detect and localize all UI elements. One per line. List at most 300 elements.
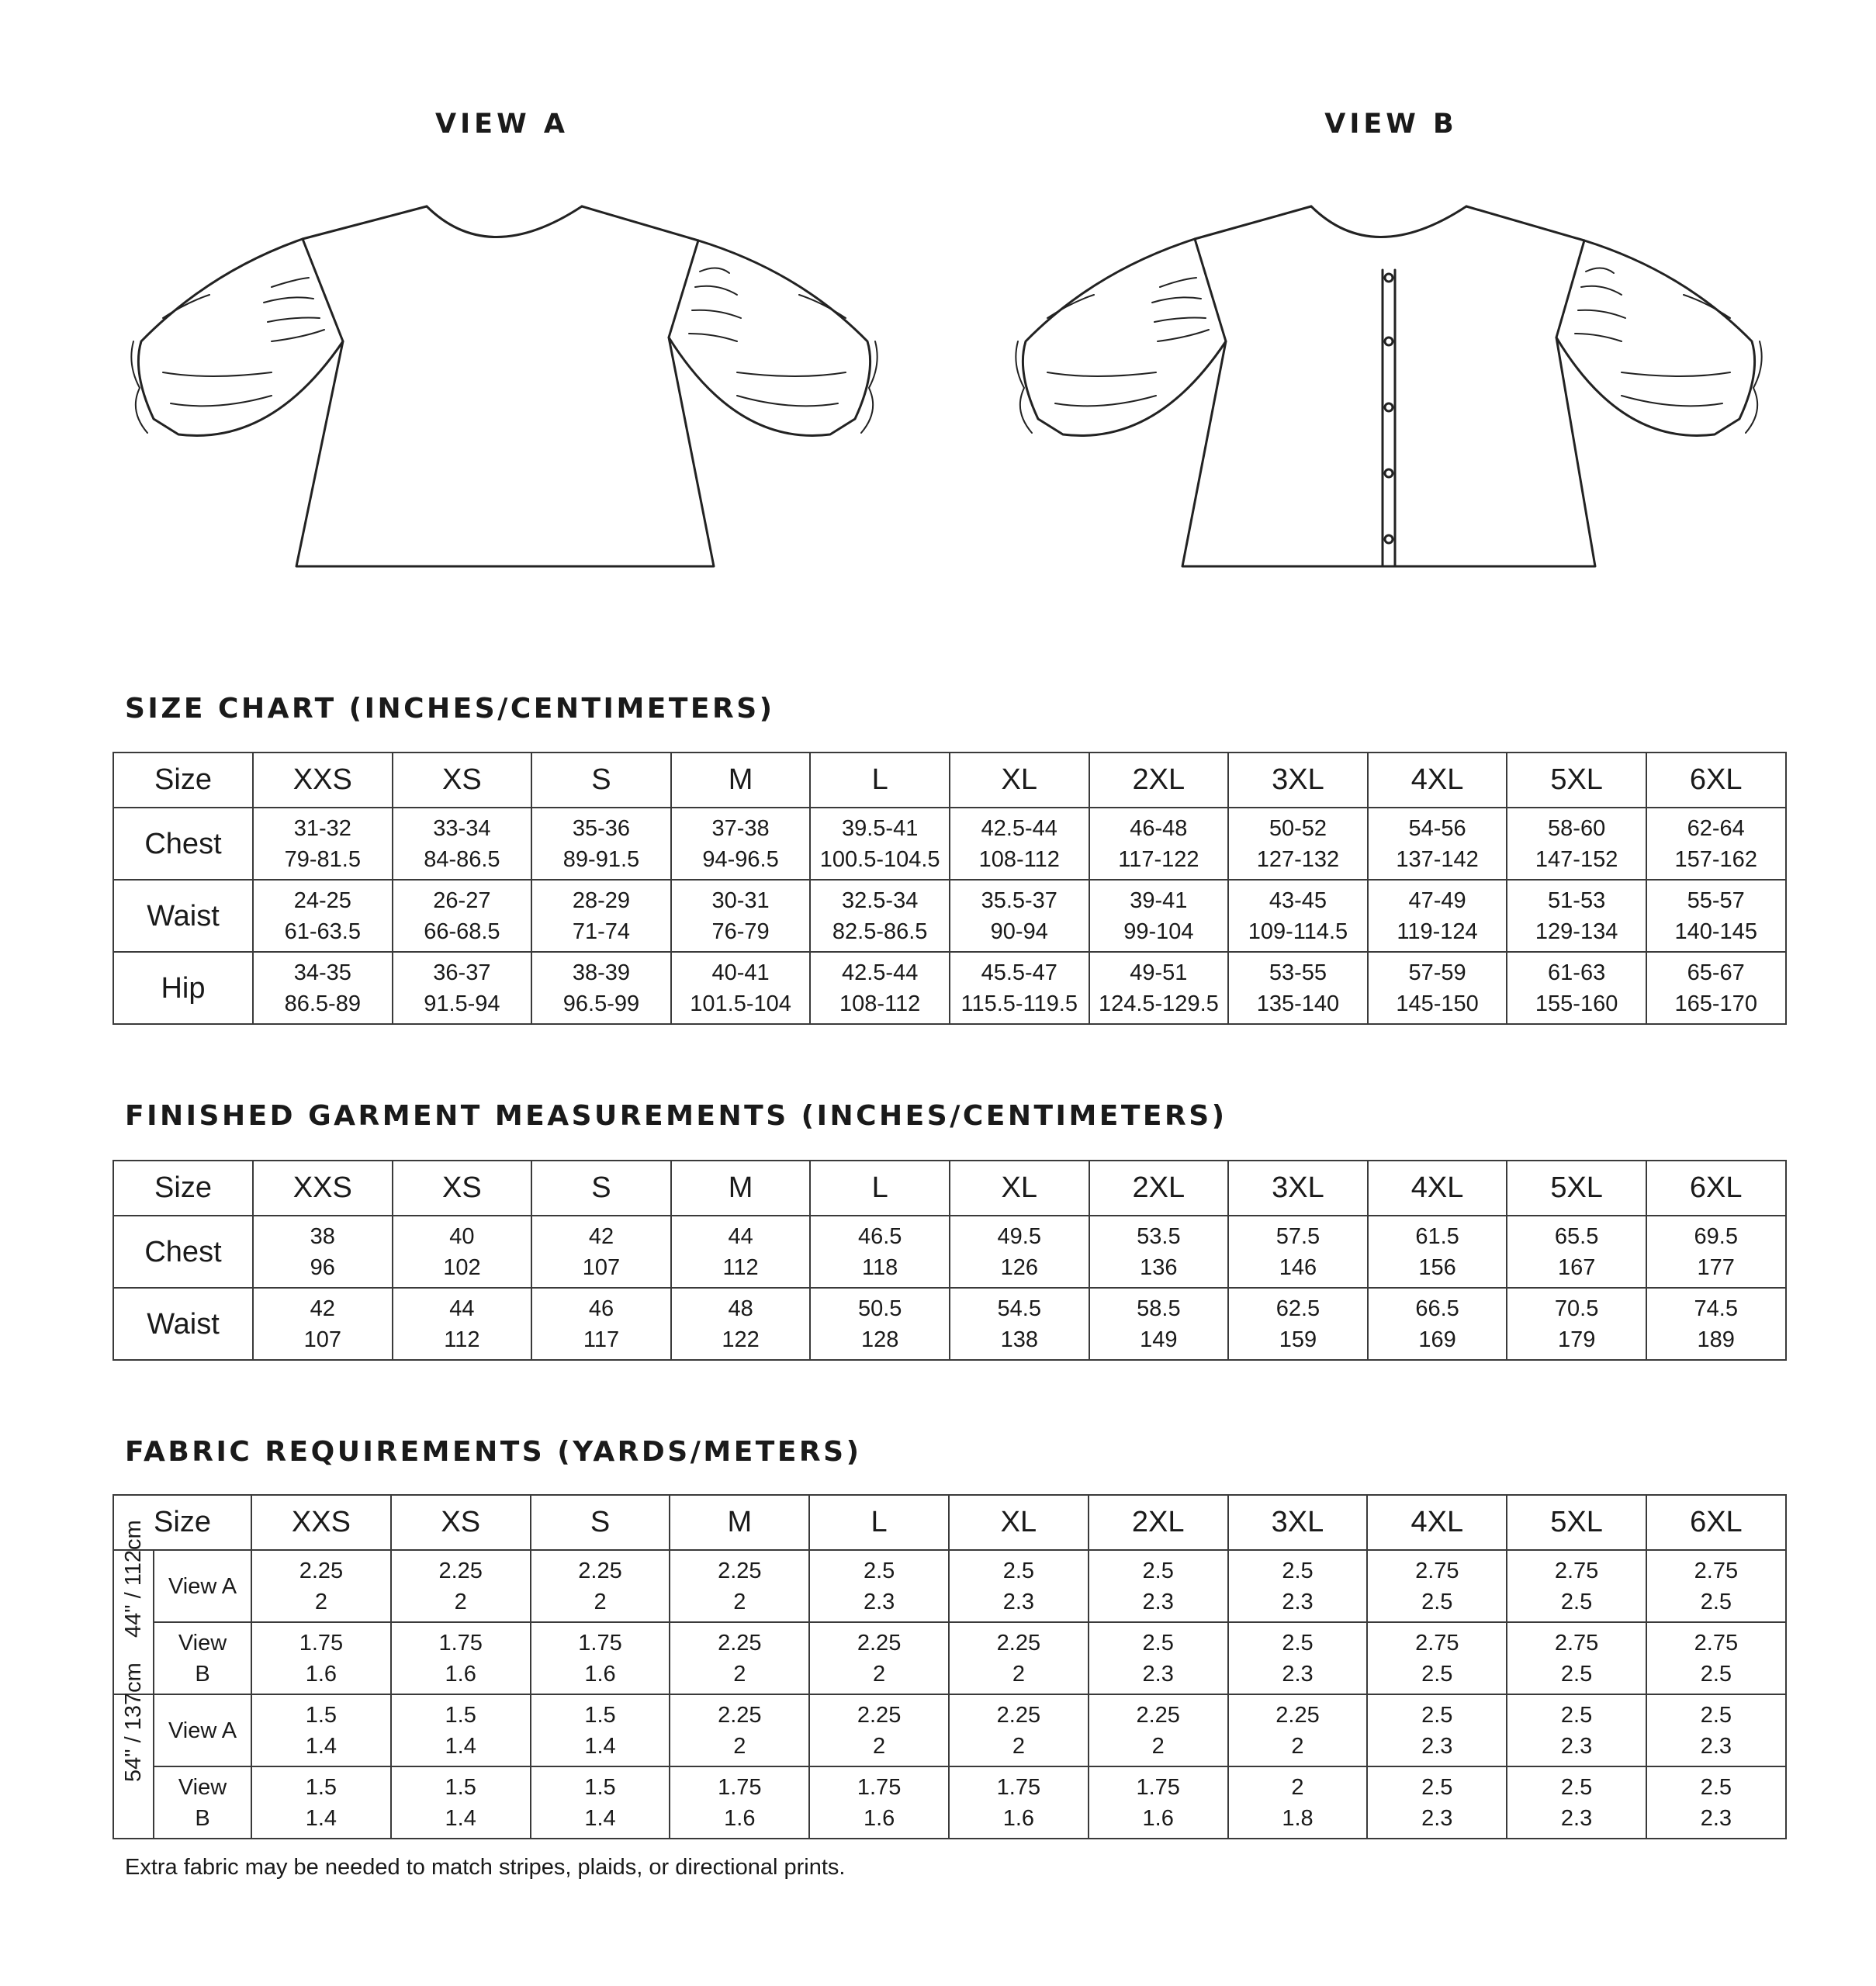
measurement-cell xyxy=(253,952,393,1024)
value-primary: 2.75 xyxy=(1554,1630,1599,1656)
measurement-cell xyxy=(809,1766,949,1839)
value-secondary: 96 xyxy=(310,1254,335,1280)
value-primary: 28-29 xyxy=(572,887,631,913)
size-header-cell: M xyxy=(670,1495,809,1550)
size-header-cell: 4XL xyxy=(1368,1161,1507,1216)
measurement-cell xyxy=(1089,1216,1229,1288)
value-primary: 2.5 xyxy=(1560,1774,1593,1800)
value-secondary: 112 xyxy=(444,1327,480,1352)
value-secondary: 2.5 xyxy=(1421,1661,1453,1687)
view-label: View A xyxy=(154,1694,251,1766)
size-header-cell: 5XL xyxy=(1507,753,1646,808)
measurement-cell xyxy=(531,808,671,880)
value-primary: 49.5 xyxy=(997,1223,1041,1249)
value-secondary: 2.5 xyxy=(1700,1661,1732,1687)
size-header-cell: XL xyxy=(949,1495,1089,1550)
value-secondary: 2.3 xyxy=(1421,1733,1453,1759)
value-primary: 2.75 xyxy=(1694,1630,1739,1656)
value-secondary: 2 xyxy=(873,1733,886,1759)
table-row xyxy=(113,1766,1786,1839)
size-header-cell: 4XL xyxy=(1368,753,1507,808)
measurement-cell xyxy=(1228,880,1368,952)
value-primary: 32.5-34 xyxy=(841,887,919,913)
measurement-cell xyxy=(1089,880,1229,952)
measurement-cell xyxy=(1646,952,1786,1024)
value-secondary: 107 xyxy=(303,1327,341,1352)
value-primary: 2.25 xyxy=(996,1630,1041,1656)
measurement-cell xyxy=(670,1550,809,1622)
measurement-cell xyxy=(1507,1288,1646,1360)
value-secondary: 138 xyxy=(1000,1327,1038,1352)
value-secondary: 137-142 xyxy=(1396,846,1479,872)
size-header-label: Size xyxy=(113,1161,253,1216)
value-secondary: 2.3 xyxy=(1700,1733,1732,1759)
value-primary: 55-57 xyxy=(1687,887,1745,913)
value-primary: 50.5 xyxy=(857,1296,902,1321)
fabric-width-text: 54" / 137cm xyxy=(121,1662,146,1782)
size-header-cell: 3XL xyxy=(1228,1161,1368,1216)
value-primary: 46-48 xyxy=(1130,815,1188,841)
value-secondary: 71-74 xyxy=(572,919,631,944)
value-secondary: 167 xyxy=(1557,1254,1596,1280)
size-header-cell: XS xyxy=(393,1161,532,1216)
size-header-cell: M xyxy=(671,753,811,808)
value-primary: 2 xyxy=(1291,1774,1304,1800)
measurement-cell xyxy=(1507,952,1646,1024)
value-primary: 54-56 xyxy=(1408,815,1466,841)
size-header-cell: L xyxy=(810,1161,950,1216)
value-primary: 1.5 xyxy=(584,1702,616,1728)
value-primary: 1.75 xyxy=(438,1630,483,1656)
value-primary: 2.5 xyxy=(1421,1774,1453,1800)
value-secondary: 2.3 xyxy=(1002,1589,1035,1614)
value-primary: 2.5 xyxy=(1002,1558,1035,1583)
measurement-cell xyxy=(671,880,811,952)
measurement-cell xyxy=(1228,1694,1368,1766)
size-header-cell: L xyxy=(810,753,950,808)
value-secondary: 1.6 xyxy=(1002,1805,1035,1831)
value-secondary: 2 xyxy=(1012,1733,1025,1759)
value-primary: 37-38 xyxy=(711,815,770,841)
value-secondary: 99-104 xyxy=(1123,919,1194,944)
value-secondary: 128 xyxy=(860,1327,899,1352)
value-primary: 38 xyxy=(310,1223,335,1249)
size-header-cell: 5XL xyxy=(1507,1495,1646,1550)
value-secondary: 159 xyxy=(1279,1327,1317,1352)
value-primary: 50-52 xyxy=(1269,815,1327,841)
value-primary: 2.75 xyxy=(1694,1558,1739,1583)
value-secondary: 1.4 xyxy=(584,1805,616,1831)
measurement-cell xyxy=(949,1550,1089,1622)
value-secondary: 1.6 xyxy=(584,1661,616,1687)
value-secondary: 124.5-129.5 xyxy=(1098,991,1219,1016)
value-secondary: 101.5-104 xyxy=(690,991,791,1016)
value-secondary: 102 xyxy=(443,1254,481,1280)
measurement-cell xyxy=(1368,1216,1507,1288)
measurement-cell xyxy=(810,952,950,1024)
value-primary: 35-36 xyxy=(572,815,631,841)
value-secondary: 118 xyxy=(862,1254,898,1280)
measurement-cell xyxy=(671,1288,811,1360)
measurement-cell xyxy=(1646,1766,1786,1839)
size-header-cell: 4XL xyxy=(1367,1495,1507,1550)
measurement-cell xyxy=(393,808,532,880)
size-header-cell: 3XL xyxy=(1228,753,1368,808)
value-secondary: 2.5 xyxy=(1560,1661,1593,1687)
finished-measurements-table xyxy=(112,1160,1787,1361)
measurement-cell xyxy=(809,1550,949,1622)
value-primary: 46.5 xyxy=(857,1223,902,1249)
size-header-cell: 2XL xyxy=(1089,753,1229,808)
value-primary: 49-51 xyxy=(1130,960,1188,985)
value-secondary: 126 xyxy=(1000,1254,1038,1280)
value-secondary: 2 xyxy=(733,1661,746,1687)
value-secondary: 2.3 xyxy=(1560,1805,1593,1831)
value-secondary: 1.4 xyxy=(305,1733,337,1759)
button-icon xyxy=(1385,274,1393,282)
measurement-cell xyxy=(1367,1694,1507,1766)
value-primary: 2.25 xyxy=(996,1702,1041,1728)
measurement-cell xyxy=(950,1216,1089,1288)
value-primary: 40-41 xyxy=(711,960,770,985)
measurement-cell xyxy=(251,1766,391,1839)
value-secondary: 127-132 xyxy=(1256,846,1340,872)
value-primary: 2.5 xyxy=(1282,1630,1314,1656)
measurement-cell xyxy=(393,1216,532,1288)
measurement-cell xyxy=(1367,1766,1507,1839)
value-primary: 42.5-44 xyxy=(841,960,919,985)
measurement-cell xyxy=(949,1766,1089,1839)
measurement-cell xyxy=(1646,1550,1786,1622)
value-primary: 65-67 xyxy=(1687,960,1745,985)
measurement-cell xyxy=(1089,1766,1228,1839)
size-header-cell: XS xyxy=(391,1495,531,1550)
value-primary: 26-27 xyxy=(433,887,491,913)
measurement-cell xyxy=(810,1216,950,1288)
value-secondary: 1.6 xyxy=(1142,1805,1174,1831)
table-row xyxy=(113,1622,1786,1694)
size-header-cell: XS xyxy=(393,753,532,808)
fabric-requirements-table xyxy=(112,1494,1787,1839)
value-secondary: 108-112 xyxy=(978,846,1060,872)
table-row xyxy=(113,1694,1786,1766)
measurement-cell xyxy=(1089,1694,1228,1766)
size-header-cell: 6XL xyxy=(1646,1161,1786,1216)
measurement-cell xyxy=(1089,1622,1228,1694)
value-secondary: 140-145 xyxy=(1674,919,1757,944)
value-secondary: 1.6 xyxy=(445,1661,476,1687)
value-primary: 1.75 xyxy=(1136,1774,1180,1800)
table-row xyxy=(113,1288,1786,1360)
value-secondary: 66-68.5 xyxy=(424,919,500,944)
value-secondary: 145-150 xyxy=(1396,991,1479,1016)
measurement-cell xyxy=(393,1288,532,1360)
value-primary: 39.5-41 xyxy=(841,815,919,841)
value-primary: 34-35 xyxy=(293,960,351,985)
value-primary: 61.5 xyxy=(1415,1223,1459,1249)
value-primary: 45.5-47 xyxy=(981,960,1057,985)
value-primary: 2.5 xyxy=(1142,1630,1174,1656)
size-header-cell: S xyxy=(531,1495,670,1550)
value-secondary: 61-63.5 xyxy=(284,919,361,944)
value-primary: 1.75 xyxy=(718,1774,762,1800)
measurement-cell xyxy=(1507,1622,1646,1694)
measurement-cell xyxy=(1507,1766,1646,1839)
size-header-cell: XL xyxy=(950,753,1089,808)
size-header-cell: 2XL xyxy=(1089,1495,1228,1550)
value-secondary: 129-134 xyxy=(1535,919,1618,944)
size-header-row xyxy=(113,1161,1786,1216)
table-row xyxy=(113,952,1786,1024)
value-primary: 2.5 xyxy=(1700,1774,1732,1800)
value-primary: 62.5 xyxy=(1275,1296,1320,1321)
value-primary: 2.25 xyxy=(718,1630,762,1656)
value-secondary: 84-86.5 xyxy=(424,846,500,872)
measurement-cell xyxy=(531,1216,671,1288)
value-secondary: 2.3 xyxy=(1282,1589,1314,1614)
size-header-cell: XXS xyxy=(251,1495,391,1550)
measurement-cell xyxy=(393,952,532,1024)
value-secondary: 136 xyxy=(1140,1254,1178,1280)
value-secondary: 86.5-89 xyxy=(284,991,361,1016)
value-secondary: 1.4 xyxy=(305,1805,337,1831)
value-primary: 2.25 xyxy=(718,1702,762,1728)
value-secondary: 117-122 xyxy=(1118,846,1199,872)
fabric-width-label xyxy=(113,1662,154,1839)
value-primary: 57-59 xyxy=(1408,960,1466,985)
size-header-cell: 6XL xyxy=(1646,753,1786,808)
measurement-cell xyxy=(531,1622,670,1694)
value-primary: 53-55 xyxy=(1269,960,1327,985)
size-header-cell: 2XL xyxy=(1089,1161,1229,1216)
size-header-label: Size xyxy=(113,753,253,808)
measurement-cell xyxy=(1646,1288,1786,1360)
value-primary: 42 xyxy=(588,1223,614,1249)
view-label: View B xyxy=(154,1766,251,1839)
measurement-cell xyxy=(393,880,532,952)
measurement-cell xyxy=(1228,808,1368,880)
view-b-title: VIEW B xyxy=(1324,109,1458,140)
measurement-cell xyxy=(1507,1694,1646,1766)
measurement-cell xyxy=(251,1694,391,1766)
value-primary: 1.5 xyxy=(445,1774,476,1800)
value-secondary: 1.8 xyxy=(1282,1805,1314,1831)
value-secondary: 2.5 xyxy=(1700,1589,1732,1614)
value-secondary: 1.6 xyxy=(305,1661,337,1687)
measurement-cell xyxy=(1368,808,1507,880)
measurement-cell xyxy=(671,1216,811,1288)
value-primary: 2.25 xyxy=(1136,1702,1180,1728)
size-header-cell: S xyxy=(531,1161,671,1216)
value-primary: 2.5 xyxy=(1421,1702,1453,1728)
value-secondary: 2.3 xyxy=(1142,1589,1174,1614)
fabric-note: Extra fabric may be needed to match stripes, plaids, or directional prints. xyxy=(125,1855,846,1880)
measurement-cell xyxy=(949,1622,1089,1694)
value-secondary: 112 xyxy=(722,1254,759,1280)
measurement-cell xyxy=(949,1694,1089,1766)
size-header-cell: L xyxy=(809,1495,949,1550)
value-primary: 48 xyxy=(728,1296,753,1321)
value-primary: 1.75 xyxy=(299,1630,344,1656)
size-header-cell: XXS xyxy=(253,1161,393,1216)
measurement-cell xyxy=(253,1216,393,1288)
measurement-cell xyxy=(1228,1622,1368,1694)
measurement-cell xyxy=(671,808,811,880)
measurement-cell xyxy=(950,952,1089,1024)
size-chart-table xyxy=(112,752,1787,1025)
value-primary: 69.5 xyxy=(1694,1223,1738,1249)
value-primary: 1.75 xyxy=(996,1774,1041,1800)
measurement-cell xyxy=(1507,808,1646,880)
measurement-cell xyxy=(1646,1694,1786,1766)
value-primary: 2.25 xyxy=(857,1630,902,1656)
measurement-cell xyxy=(531,880,671,952)
row-label: Waist xyxy=(113,1288,253,1360)
measurement-cell xyxy=(1507,1216,1646,1288)
value-primary: 2.25 xyxy=(1275,1702,1320,1728)
measurement-cell xyxy=(810,1288,950,1360)
value-primary: 42.5-44 xyxy=(981,815,1057,841)
measurement-cell xyxy=(531,1766,670,1839)
value-secondary: 2 xyxy=(594,1589,607,1614)
value-primary: 2.75 xyxy=(1554,1558,1599,1583)
measurement-cell xyxy=(531,952,671,1024)
value-primary: 1.75 xyxy=(857,1774,902,1800)
measurement-cell xyxy=(531,1694,670,1766)
value-primary: 1.5 xyxy=(445,1702,476,1728)
size-header-label: Size xyxy=(113,1495,251,1550)
size-header-row xyxy=(113,753,1786,808)
size-header-cell: 3XL xyxy=(1228,1495,1368,1550)
value-secondary: 2.3 xyxy=(1700,1805,1732,1831)
value-secondary: 107 xyxy=(582,1254,621,1280)
measurement-cell xyxy=(1507,1550,1646,1622)
value-secondary: 2 xyxy=(733,1733,746,1759)
value-primary: 51-53 xyxy=(1548,887,1606,913)
size-header-cell: XXS xyxy=(253,753,393,808)
measurement-cell xyxy=(251,1550,391,1622)
value-secondary: 119-124 xyxy=(1397,919,1478,944)
value-primary: 44 xyxy=(449,1296,475,1321)
measurement-cell xyxy=(1368,880,1507,952)
value-primary: 47-49 xyxy=(1408,887,1466,913)
view-b-top-illustration xyxy=(1001,186,1777,590)
measurement-cell xyxy=(1507,880,1646,952)
value-secondary: 177 xyxy=(1697,1254,1735,1280)
value-secondary: 2.3 xyxy=(1421,1805,1453,1831)
measurement-cell xyxy=(1646,1622,1786,1694)
value-primary: 38-39 xyxy=(572,960,631,985)
measurement-cell xyxy=(671,952,811,1024)
value-primary: 66.5 xyxy=(1415,1296,1459,1321)
value-secondary: 117 xyxy=(583,1327,620,1352)
value-primary: 74.5 xyxy=(1694,1296,1738,1321)
value-primary: 24-25 xyxy=(293,887,351,913)
value-secondary: 2 xyxy=(1291,1733,1304,1759)
measurement-cell xyxy=(1228,1550,1368,1622)
measurement-cell xyxy=(1089,952,1229,1024)
size-header-row xyxy=(113,1495,1786,1550)
size-header-cell: M xyxy=(671,1161,811,1216)
value-primary: 65.5 xyxy=(1554,1223,1599,1249)
value-secondary: 1.4 xyxy=(584,1733,616,1759)
value-primary: 2.25 xyxy=(857,1702,902,1728)
value-secondary: 2 xyxy=(1012,1661,1025,1687)
value-primary: 39-41 xyxy=(1130,887,1188,913)
measurement-cell xyxy=(1089,1550,1228,1622)
value-primary: 2.25 xyxy=(718,1558,762,1583)
row-label: Chest xyxy=(113,1216,253,1288)
measurement-cell xyxy=(1646,808,1786,880)
value-secondary: 165-170 xyxy=(1674,991,1757,1016)
value-secondary: 2.3 xyxy=(1560,1733,1593,1759)
value-primary: 35.5-37 xyxy=(981,887,1057,913)
value-secondary: 157-162 xyxy=(1674,846,1757,872)
value-secondary: 108-112 xyxy=(839,991,921,1016)
value-secondary: 149 xyxy=(1140,1327,1178,1352)
value-secondary: 79-81.5 xyxy=(284,846,361,872)
value-primary: 2.75 xyxy=(1415,1630,1459,1656)
value-primary: 58-60 xyxy=(1548,815,1606,841)
measurement-cell xyxy=(1367,1550,1507,1622)
value-secondary: 2.3 xyxy=(1142,1661,1174,1687)
value-secondary: 135-140 xyxy=(1256,991,1340,1016)
value-secondary: 2.5 xyxy=(1560,1589,1593,1614)
value-secondary: 146 xyxy=(1279,1254,1317,1280)
row-label: Hip xyxy=(113,952,253,1024)
value-primary: 2.5 xyxy=(1282,1558,1314,1583)
value-primary: 70.5 xyxy=(1554,1296,1599,1321)
measurement-cell xyxy=(251,1622,391,1694)
value-primary: 57.5 xyxy=(1275,1223,1320,1249)
value-primary: 36-37 xyxy=(433,960,491,985)
value-primary: 33-34 xyxy=(433,815,491,841)
finished-measurements-title: FINISHED GARMENT MEASUREMENTS (INCHES/CENTIMETERS) xyxy=(125,1100,1227,1132)
value-secondary: 2 xyxy=(454,1589,467,1614)
size-header-cell: S xyxy=(531,753,671,808)
table-row xyxy=(113,808,1786,880)
measurement-cell xyxy=(1228,1288,1368,1360)
value-secondary: 96.5-99 xyxy=(562,991,640,1016)
value-primary: 54.5 xyxy=(997,1296,1041,1321)
value-secondary: 2.3 xyxy=(1282,1661,1314,1687)
value-secondary: 155-160 xyxy=(1535,991,1618,1016)
value-primary: 2.25 xyxy=(578,1558,622,1583)
measurement-cell xyxy=(253,880,393,952)
measurement-cell xyxy=(1228,1766,1368,1839)
value-primary: 53.5 xyxy=(1137,1223,1181,1249)
value-primary: 31-32 xyxy=(293,815,351,841)
value-primary: 58.5 xyxy=(1137,1296,1181,1321)
measurement-cell xyxy=(1646,880,1786,952)
row-label: Waist xyxy=(113,880,253,952)
value-primary: 1.5 xyxy=(305,1702,337,1728)
measurement-cell xyxy=(253,808,393,880)
value-secondary: 156 xyxy=(1418,1254,1456,1280)
value-primary: 1.75 xyxy=(578,1630,622,1656)
value-primary: 2.5 xyxy=(1560,1702,1593,1728)
value-secondary: 89-91.5 xyxy=(562,846,640,872)
measurement-cell xyxy=(391,1550,531,1622)
size-header-cell: XL xyxy=(950,1161,1089,1216)
value-secondary: 1.6 xyxy=(724,1805,756,1831)
measurement-cell xyxy=(950,808,1089,880)
value-secondary: 115.5-119.5 xyxy=(960,991,1078,1016)
table-row xyxy=(113,1550,1786,1622)
value-primary: 46 xyxy=(588,1296,614,1321)
value-secondary: 94-96.5 xyxy=(702,846,779,872)
measurement-cell xyxy=(1646,1216,1786,1288)
